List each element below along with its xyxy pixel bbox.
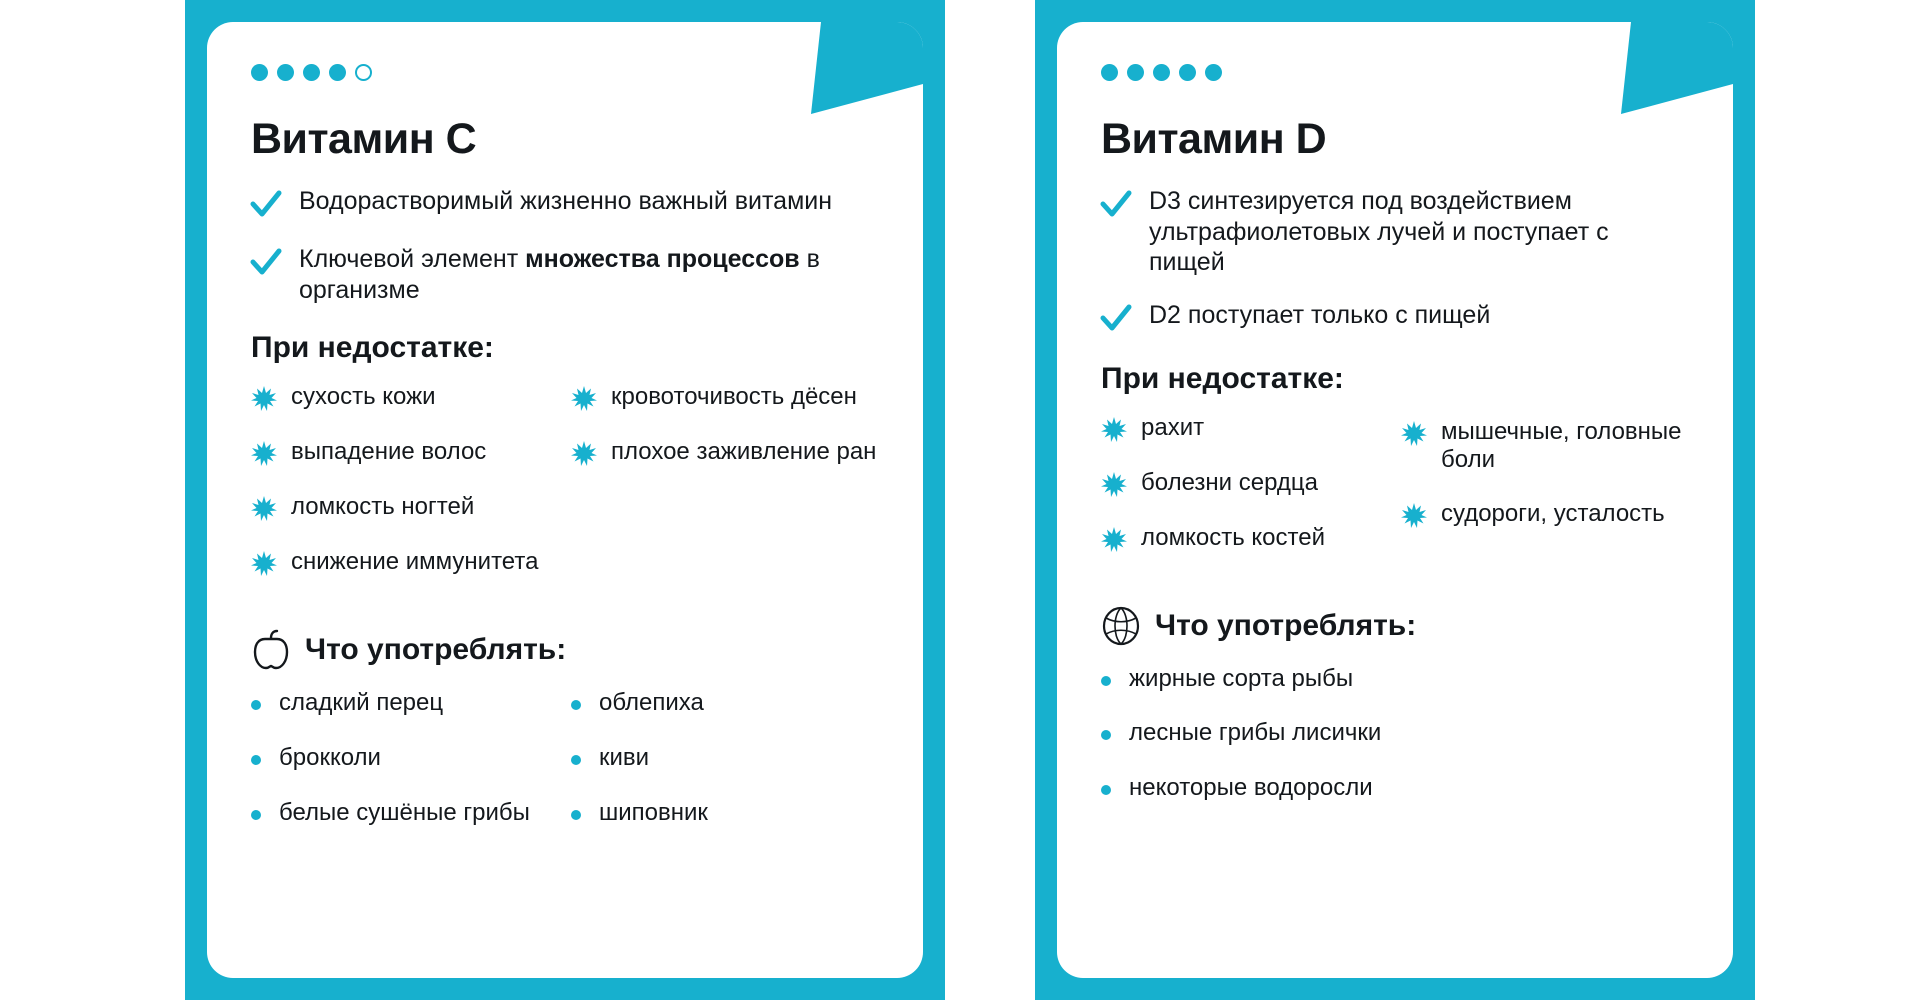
bullet-icon: [571, 810, 581, 820]
card-vitamin-d: [1057, 22, 1733, 978]
starburst-icon: [1401, 503, 1427, 529]
foods-heading: [251, 629, 881, 671]
starburst-icon: [1101, 472, 1127, 498]
list-item-label: снижение иммунитета: [291, 548, 539, 575]
list-item-label: ломкость ногтей: [291, 493, 475, 520]
step-dots-vitamin-d: [1101, 64, 1691, 81]
list-item-label: D3 синтезируется под воздействием ультрафиолетовых лучей и поступает с пищей: [1149, 187, 1609, 276]
list-item-label: выпадение волос: [291, 438, 487, 465]
card-frame-vitamin-c: [185, 0, 945, 1000]
deficiency-column-left: [251, 383, 561, 603]
list-item-label: жирные сорта рыбы: [1129, 664, 1354, 692]
bullet-icon: [1101, 785, 1111, 795]
foods-heading-label: Что употреблять:: [305, 633, 567, 666]
check-icon: [249, 246, 283, 280]
list-item-label: судороги, усталость: [1441, 500, 1665, 528]
key-facts-list: [1099, 186, 1691, 336]
deficiency-heading-label: При недостатке:: [251, 331, 494, 364]
list-item: [1101, 774, 1391, 803]
foods-column-left: [1101, 665, 1391, 829]
list-item-label: сухость кожи: [291, 383, 436, 410]
deficiency-heading: [1101, 362, 1691, 396]
step-dots-vitamin-c: [251, 64, 881, 81]
list-item: [571, 438, 881, 467]
step-dot: [251, 64, 268, 81]
list-item-label: ломкость костей: [1141, 523, 1325, 551]
bullet-icon: [571, 700, 581, 710]
step-dot: [303, 64, 320, 81]
deficiency-columns: [1101, 414, 1691, 579]
list-item-label: облепиха: [599, 689, 704, 716]
bullet-icon: [571, 755, 581, 765]
list-item-label: лесные грибы лисички: [1129, 719, 1382, 747]
list-item-label: кровоточивость дёсен: [611, 383, 857, 410]
deficiency-heading: [251, 331, 881, 365]
bullet-icon: [251, 700, 261, 710]
list-item-label: болезни сердца: [1141, 468, 1318, 496]
list-item: [571, 744, 881, 773]
foods-heading: [1101, 605, 1691, 647]
list-item: [251, 744, 561, 773]
step-dot: [277, 64, 294, 81]
list-item: [249, 186, 881, 222]
list-item: [251, 548, 561, 577]
card-title: Витамин C: [251, 115, 477, 163]
list-item-label: шиповник: [599, 798, 708, 826]
list-item: [1101, 524, 1391, 553]
starburst-icon: [251, 496, 277, 522]
check-icon: [1099, 188, 1133, 222]
list-item: [1099, 186, 1691, 278]
step-dot: [1153, 64, 1170, 81]
step-dot: [1205, 64, 1222, 81]
card-vitamin-c: [207, 22, 923, 978]
deficiency-heading-label: При недостатке:: [1101, 361, 1344, 395]
list-item-label: D2 поступает только с пищей: [1149, 300, 1491, 329]
bullet-icon: [251, 810, 261, 820]
list-item: [251, 383, 561, 412]
list-item-label: сладкий перец: [279, 689, 444, 716]
list-item-label: мышечные, головные боли: [1441, 417, 1682, 473]
starburst-icon: [1401, 421, 1427, 447]
step-dot-empty: [355, 64, 372, 81]
mushroom-icon: [1101, 605, 1141, 647]
step-dot: [329, 64, 346, 81]
check-icon: [1099, 302, 1133, 336]
list-item: [249, 244, 881, 305]
list-item-label: некоторые водоросли: [1129, 774, 1373, 802]
list-item: [1101, 665, 1391, 694]
pepper-icon: [251, 629, 291, 671]
list-item: [1101, 469, 1391, 498]
starburst-icon: [571, 386, 597, 412]
deficiency-columns: [251, 383, 881, 603]
list-item: [571, 689, 881, 718]
list-item-label: плохое заживление ран: [611, 438, 877, 465]
starburst-icon: [1101, 527, 1127, 553]
step-dot: [1101, 64, 1118, 81]
starburst-icon: [251, 441, 277, 467]
list-item: [1401, 418, 1691, 475]
list-item-label: [299, 244, 881, 305]
list-item-label: Водорастворимый жизненно важный витамин: [299, 187, 833, 215]
bullet-icon: [1101, 730, 1111, 740]
list-item: [1101, 414, 1391, 443]
deficiency-column-right: [571, 383, 881, 603]
foods-column-left: [251, 689, 561, 853]
list-item-label: рахит: [1141, 413, 1205, 441]
text-suffix: в организме: [299, 245, 820, 304]
foods-column-right: [571, 689, 881, 853]
list-item: [251, 799, 561, 828]
starburst-icon: [1101, 417, 1127, 443]
foods-columns: [1101, 665, 1691, 829]
starburst-icon: [251, 551, 277, 577]
deficiency-column-right: [1401, 414, 1691, 579]
list-item: [251, 689, 561, 718]
list-item: [571, 799, 881, 828]
step-dot: [1127, 64, 1144, 81]
key-facts-list: [249, 186, 881, 305]
list-item: [1401, 500, 1691, 529]
list-item: [251, 493, 561, 522]
bullet-icon: [251, 755, 261, 765]
list-item-label: киви: [599, 743, 650, 771]
bullet-icon: [1101, 676, 1111, 686]
list-item: [571, 383, 881, 412]
card-frame-vitamin-d: [1035, 0, 1755, 1000]
starburst-icon: [571, 441, 597, 467]
list-item-label: брокколи: [279, 743, 381, 771]
foods-heading-label: Что употреблять:: [1155, 608, 1417, 642]
text-prefix: Ключевой элемент: [299, 245, 526, 273]
foods-column-right: [1401, 665, 1691, 829]
list-item: [1099, 300, 1691, 336]
check-icon: [249, 188, 283, 222]
list-item-label: белые сушёные грибы: [279, 798, 530, 826]
list-item: [1101, 719, 1391, 748]
text-emphasis: множества процессов: [525, 245, 800, 273]
foods-columns: [251, 689, 881, 853]
starburst-icon: [251, 386, 277, 412]
deficiency-column-left: [1101, 414, 1391, 579]
card-title: Витамин D: [1101, 115, 1327, 163]
step-dot: [1179, 64, 1196, 81]
list-item: [251, 438, 561, 467]
